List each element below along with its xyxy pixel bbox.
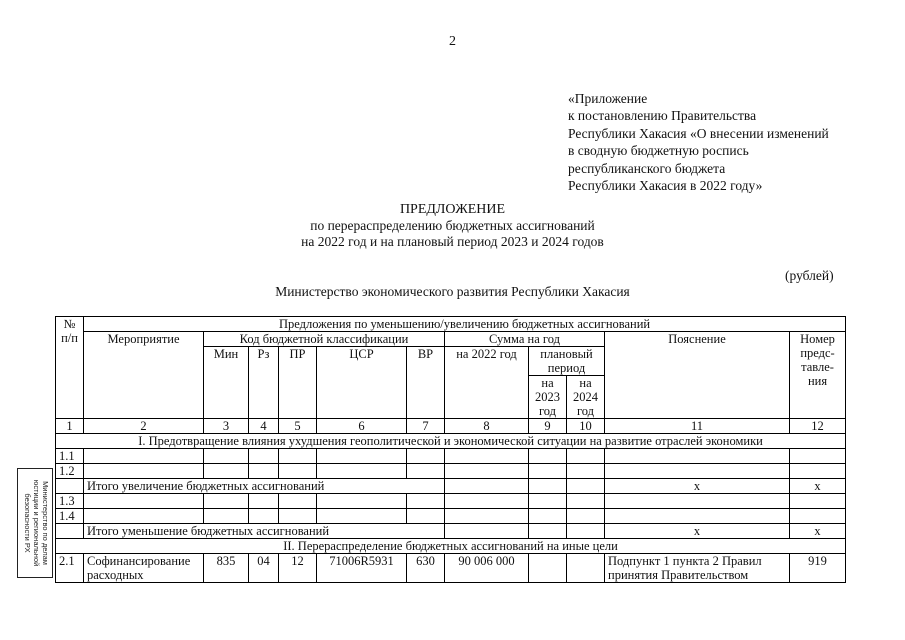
appendix-line: «Приложение <box>568 91 648 106</box>
row-number: 1.1 <box>56 449 84 464</box>
col-number: 1 <box>56 419 84 434</box>
sum-2022-cell: 90 006 000 <box>445 554 529 583</box>
section-1-title: I. Предотвращение влияния ухудшения геополитической и экономической ситуации на развитие отраслей экономики <box>56 434 846 449</box>
section-2-title: II. Перераспределение бюджетных ассигнований на иные цели <box>56 539 846 554</box>
table-row <box>56 509 846 524</box>
col-number: 2 <box>84 419 204 434</box>
col-number: 4 <box>249 419 279 434</box>
title-line: по перераспределению бюджетных ассигнований <box>310 218 595 233</box>
registration-stamp: Министерство по делам юстиции и региональной безопасности РХ <box>17 468 53 578</box>
title-line: на 2022 год и на плановый период 2023 и 2024 годов <box>301 234 604 249</box>
header-row <box>56 332 846 347</box>
header-vr: ВР <box>407 347 445 419</box>
ministry-name: Министерство экономического развития Республики Хакасия <box>275 284 630 299</box>
appendix-line: Республики Хакасия «О внесении изменений <box>568 125 829 141</box>
header-csr: ЦСР <box>317 347 407 419</box>
pr-cell: 12 <box>279 554 317 583</box>
header-number <box>790 332 846 419</box>
col-number: 8 <box>445 419 529 434</box>
table-row <box>56 464 846 479</box>
header-number-line: предс- <box>800 346 835 360</box>
csr-cell: 71006R5931 <box>317 554 407 583</box>
x-mark: x <box>605 524 790 539</box>
row-number: 1.3 <box>56 494 84 509</box>
rz-cell: 04 <box>249 554 279 583</box>
col-number: 3 <box>204 419 249 434</box>
row-number: 2.1 <box>56 554 84 583</box>
row-number: 1.4 <box>56 509 84 524</box>
title-main: ПРЕДЛОЖЕНИЕ <box>399 202 506 217</box>
appendix-line: в сводную бюджетную роспись <box>568 143 749 159</box>
header-min: Мин <box>204 347 249 419</box>
total-increase-row <box>56 479 846 494</box>
measure-cell: Софинансирование расходных <box>84 554 204 583</box>
table-row <box>56 449 846 464</box>
section-row <box>56 434 846 449</box>
appendix-line: республиканского бюджета <box>568 160 726 176</box>
row-number: 1.2 <box>56 464 84 479</box>
header-sum: Сумма на год <box>445 332 605 347</box>
total-decrease-row <box>56 524 846 539</box>
appendix-block <box>568 90 829 194</box>
header-number-line: Номер <box>800 332 835 346</box>
column-numbers-row <box>56 419 846 434</box>
col-number: 12 <box>790 419 846 434</box>
header-measure: Мероприятие <box>84 332 204 419</box>
document-title <box>0 202 905 250</box>
col-number: 7 <box>407 419 445 434</box>
header-2022: на 2022 год <box>445 347 529 419</box>
header-no: № п/п <box>56 317 84 419</box>
col-number: 5 <box>279 419 317 434</box>
table-row <box>56 494 846 509</box>
header-code: Код бюджетной классификации <box>204 332 445 347</box>
header-explanation: Пояснение <box>605 332 790 419</box>
x-mark: x <box>790 479 846 494</box>
number-cell: 919 <box>790 554 846 583</box>
appendix-line: к постановлению Правительства <box>568 108 757 124</box>
total-decrease-label: Итого уменьшение бюджетных ассигнований <box>84 524 445 539</box>
min-cell: 835 <box>204 554 249 583</box>
header-2023: на 2023 год <box>529 376 567 419</box>
col-number: 9 <box>529 419 567 434</box>
appendix-line: Республики Хакасия в 2022 году» <box>568 178 763 194</box>
header-row <box>56 317 846 332</box>
page-number: 2 <box>449 34 456 49</box>
x-mark: x <box>790 524 846 539</box>
table-row <box>56 554 846 583</box>
col-number: 6 <box>317 419 407 434</box>
budget-table <box>55 316 846 583</box>
col-number: 11 <box>605 419 790 434</box>
header-number-line: тавле- <box>801 360 834 374</box>
explanation-cell: Подпункт 1 пункта 2 Правил принятия Правительством <box>605 554 790 583</box>
header-planned: плановый период <box>529 347 605 376</box>
header-top: Предложения по уменьшению/увеличению бюджетных ассигнований <box>84 317 846 332</box>
header-2024: на 2024 год <box>567 376 605 419</box>
col-number: 10 <box>567 419 605 434</box>
total-increase-label: Итого увеличение бюджетных ассигнований <box>84 479 445 494</box>
x-mark: x <box>605 479 790 494</box>
section-row <box>56 539 846 554</box>
header-rz: Рз <box>249 347 279 419</box>
units-label: (рублей) <box>785 268 834 283</box>
vr-cell: 630 <box>407 554 445 583</box>
header-pr: ПР <box>279 347 317 419</box>
header-number-line: ния <box>807 374 828 388</box>
